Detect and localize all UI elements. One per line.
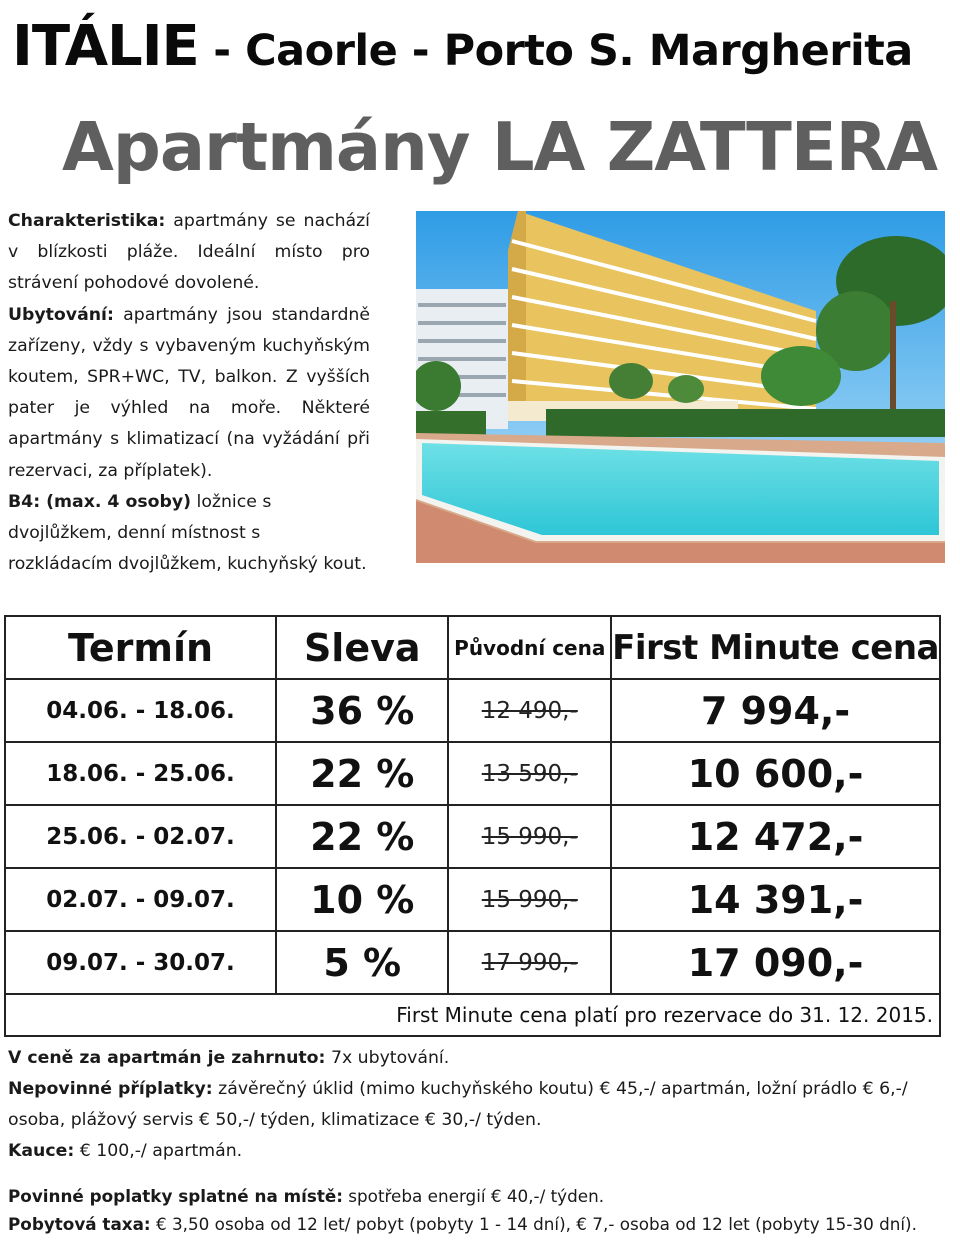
destination-title <box>12 14 913 79</box>
mandatory-paragraph <box>8 1182 948 1210</box>
original-price-cell: 15 990,- <box>448 805 611 868</box>
b4-text: ložnice s dvojlůžkem, denní místnost s rozkládacím dvojlůžkem, kuchyňský kout. <box>8 491 367 575</box>
accommodation-label: Ubytování: <box>8 304 114 325</box>
b4-label: B4: (max. 4 osoby) <box>8 491 192 512</box>
original-price-cell: 15 990,- <box>448 868 611 931</box>
discount-cell: 22 % <box>276 742 448 805</box>
accommodation-text: apartmány jsou standardně zařízeny, vždy s vybaveným kuchyňským koutem, SPR+WC, TV, balkon. Z vyšších pater je výhled na moře. Některé apartmány s klimatizací (na vyžádání při rezervaci, za příplatek). <box>8 304 370 481</box>
included-label: V ceně za apartmán je zahrnuto: <box>8 1048 326 1068</box>
hotel-title: Apartmány LA ZATTERA <box>62 108 938 186</box>
deposit-text: € 100,-/ apartmán. <box>74 1141 243 1161</box>
discount-cell: 5 % <box>276 931 448 994</box>
original-price-cell: 12 490,- <box>448 679 611 742</box>
header-term: Termín <box>5 616 276 679</box>
table-row <box>5 805 940 868</box>
characteristics-label: Charakteristika: <box>8 211 166 231</box>
table-row <box>5 742 940 805</box>
price-info <box>8 1043 948 1167</box>
deposit-paragraph <box>8 1136 948 1167</box>
optional-text: závěrečný úklid (mimo kuchyňského koutu) € 45,-/ apartmán, ložní prádlo € 6,-/ osoba, plážový servis € 50,-/ týden, klimatizace € 30,-/ týden. <box>8 1079 908 1130</box>
header-original-price: Původní cena <box>448 616 611 679</box>
table-note-row <box>5 994 940 1036</box>
included-paragraph <box>8 1043 948 1074</box>
optional-paragraph <box>8 1074 948 1136</box>
first-minute-note: First Minute cena platí pro rezervace do 31. 12. 2015. <box>5 994 940 1036</box>
first-minute-price-cell: 10 600,- <box>611 742 940 805</box>
b4-paragraph <box>8 487 370 581</box>
description <box>8 206 370 580</box>
term-cell: 25.06. - 02.07. <box>5 805 276 868</box>
term-cell: 09.07. - 30.07. <box>5 931 276 994</box>
table-row <box>5 931 940 994</box>
mandatory-text: spotřeba energií € 40,-/ týden. <box>342 1186 605 1206</box>
table-header-row <box>5 616 940 679</box>
first-minute-price-cell: 14 391,- <box>611 868 940 931</box>
table-row <box>5 868 940 931</box>
discount-cell: 22 % <box>276 805 448 868</box>
local-fees <box>8 1182 948 1238</box>
characteristics-text: apartmány se nachází v blízkosti pláže. Ideální místo pro strávení pohodové dovolené. <box>8 211 370 294</box>
term-cell: 04.06. - 18.06. <box>5 679 276 742</box>
tax-label: Pobytová taxa: <box>8 1214 151 1234</box>
characteristics-paragraph <box>8 206 370 300</box>
discount-cell: 10 % <box>276 868 448 931</box>
first-minute-price-cell: 17 090,- <box>611 931 940 994</box>
deposit-label: Kauce: <box>8 1141 75 1161</box>
discount-cell: 36 % <box>276 679 448 742</box>
table-row <box>5 679 940 742</box>
hotel-photo <box>416 211 945 563</box>
included-text: 7x ubytování. <box>325 1048 450 1068</box>
original-price-cell: 13 590,- <box>448 742 611 805</box>
places-name: - Caorle - Porto S. Margherita <box>198 26 913 76</box>
first-minute-price-cell: 12 472,- <box>611 805 940 868</box>
first-minute-price-cell: 7 994,- <box>611 679 940 742</box>
accommodation-paragraph <box>8 300 370 487</box>
tax-text: € 3,50 osoba od 12 let/ pobyt (pobyty 1 - 14 dní), € 7,- osoba od 12 let (pobyty 15-30 dní). <box>150 1214 917 1234</box>
header-first-minute-price: First Minute cena <box>611 616 940 679</box>
tax-paragraph <box>8 1210 948 1238</box>
term-cell: 02.07. - 09.07. <box>5 868 276 931</box>
price-table <box>4 615 941 1037</box>
term-cell: 18.06. - 25.06. <box>5 742 276 805</box>
original-price-cell: 17 990,- <box>448 931 611 994</box>
optional-label: Nepovinné příplatky: <box>8 1079 213 1099</box>
country-name: ITÁLIE <box>12 14 199 79</box>
mandatory-label: Povinné poplatky splatné na místě: <box>8 1186 343 1206</box>
header-discount: Sleva <box>276 616 448 679</box>
